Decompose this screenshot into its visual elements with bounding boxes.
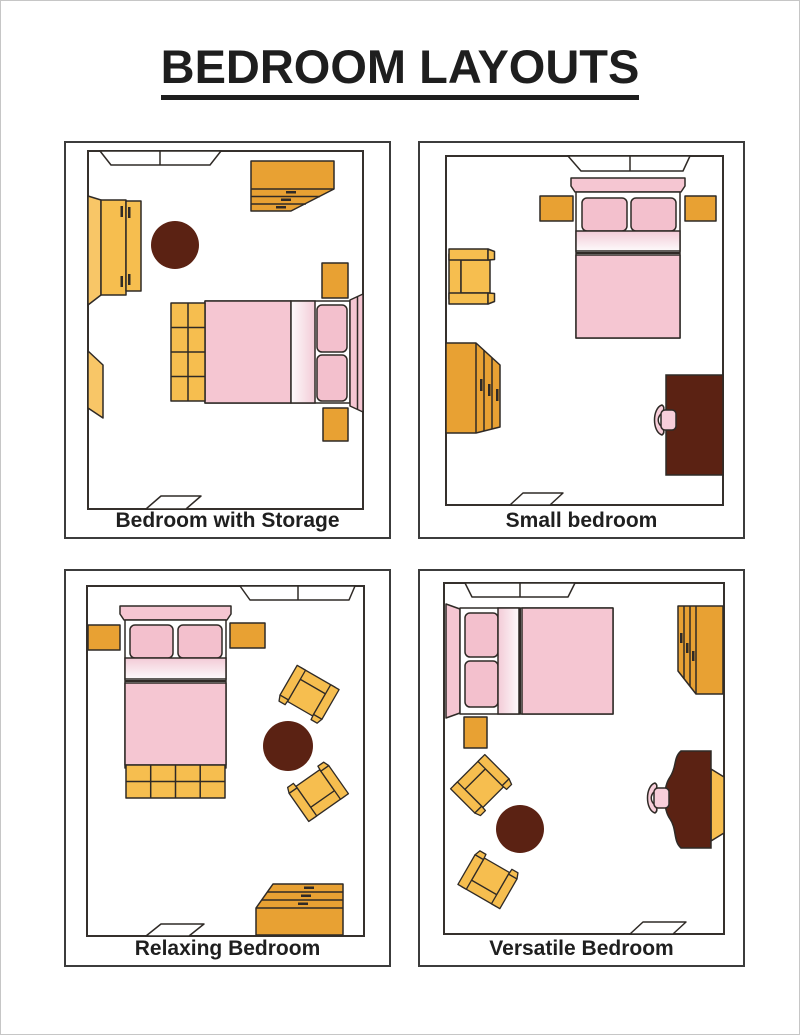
nightstand-icon <box>464 717 487 748</box>
nightstand-icon <box>230 623 265 648</box>
panel-small-bedroom <box>418 141 745 539</box>
floorplan-bedroom-with-storage <box>66 143 393 513</box>
bed-icon <box>120 606 231 768</box>
panel-bedroom-with-storage <box>64 141 391 539</box>
panel-caption: Bedroom with Storage <box>115 509 340 532</box>
bed-icon <box>446 604 613 718</box>
nightstand-icon <box>685 196 716 221</box>
window-icon <box>100 151 221 165</box>
bed-icon <box>571 178 685 338</box>
page-title: BEDROOM LAYOUTS <box>161 43 640 100</box>
desk-chair-icon <box>655 405 677 435</box>
dresser-icon <box>256 884 343 935</box>
panel-caption: Relaxing Bedroom <box>134 937 321 960</box>
panel-relaxing-bedroom <box>64 569 391 967</box>
floorplan-relaxing-bedroom <box>66 571 393 941</box>
nightstand-icon <box>322 263 348 298</box>
window-icon <box>240 586 355 600</box>
panel-versatile-bedroom <box>418 569 745 967</box>
wardrobe-icon <box>88 196 141 305</box>
panel-caption: Versatile Bedroom <box>489 937 674 960</box>
side-panel-icon <box>711 769 724 841</box>
floorplan-small-bedroom <box>420 143 747 513</box>
floorplan-versatile-bedroom <box>420 571 747 941</box>
nightstand-icon <box>323 408 348 441</box>
bed-icon <box>205 294 363 412</box>
round-rug-icon <box>263 721 313 771</box>
nightstand-icon <box>540 196 573 221</box>
armchair-icon <box>449 249 495 304</box>
round-rug-icon <box>496 805 544 853</box>
nightstand-icon <box>88 625 120 650</box>
storage-cubes-icon <box>171 303 205 401</box>
wardrobe-icon <box>678 606 723 694</box>
storage-cubes-icon <box>126 765 225 798</box>
panel-caption: Small bedroom <box>505 509 658 532</box>
desk-chair-icon <box>648 783 670 813</box>
window-icon <box>568 156 690 171</box>
window-icon <box>465 583 575 597</box>
round-rug-icon <box>151 221 199 269</box>
header <box>1 1 799 100</box>
